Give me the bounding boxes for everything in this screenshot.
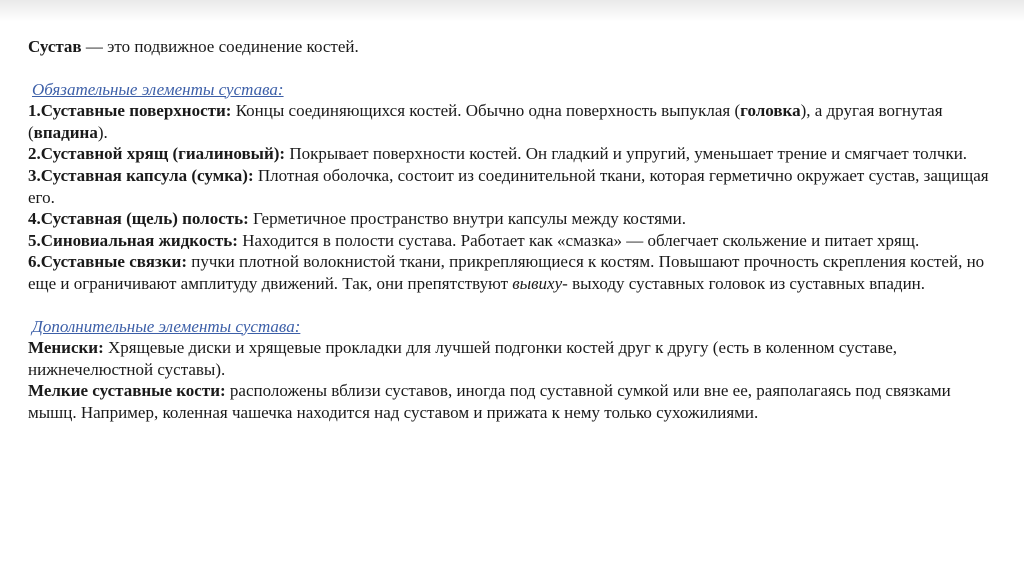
item-term: 6.Суставные связки: <box>28 252 188 272</box>
additional-item-1 <box>28 337 1003 380</box>
item-term: Мелкие суставные кости: <box>28 381 226 401</box>
intro-term: Сустав <box>28 37 82 56</box>
item-term: 5.Синовиальная жидкость: <box>28 230 238 250</box>
required-item-5 <box>28 230 1003 252</box>
item-text: Находится в полости сустава. Работает как «смазка» — облегчает скольжение и питает хрящ. <box>237 230 920 250</box>
item-text: Концы соединяющихся костей. Обычно одна поверхность выпуклая ( <box>231 101 741 121</box>
item-text: - выходу суставных головок из суставных впадин. <box>562 273 926 293</box>
item-text: ), а другая вогнутая ( <box>28 101 943 142</box>
required-item-6 <box>28 251 1003 294</box>
required-item-1 <box>28 100 1003 143</box>
item-term: 3.Суставная капсула (сумка): <box>28 165 254 185</box>
slide-content <box>28 36 1003 424</box>
item-term: Мениски: <box>28 338 104 358</box>
additional-item-2 <box>28 380 1003 423</box>
item-text: пучки плотной волокнистой ткани, прикрепляющиеся к костям. Повышают прочность скрепления костей, но еще и ограничивают амплитуду движений. Так, они препятствуют <box>28 252 985 293</box>
item-text: ). <box>97 122 108 142</box>
intro-paragraph <box>28 36 1003 58</box>
item-italic: вывиху <box>512 273 563 293</box>
item-bold: впадина <box>33 122 98 142</box>
item-bold: головка <box>740 101 801 121</box>
item-text: Покрывает поверхности костей. Он гладкий и упругий, уменьшает трение и смягчает толчки. <box>285 144 968 164</box>
item-text: Хрящевые диски и хрящевые прокладки для лучшей подгонки костей друг к другу (есть в коленном суставе, нижнечелюстной суставы). <box>28 338 898 379</box>
item-term: 1.Суставные поверхности: <box>28 101 232 121</box>
required-item-3 <box>28 165 1003 208</box>
required-elements-heading: Обязательные элементы сустава: <box>32 79 284 99</box>
slide-top-gradient <box>0 0 1024 22</box>
item-term: 2.Суставной хрящ (гиалиновый): <box>28 144 286 164</box>
item-text: Плотная оболочка, состоит из соединительной ткани, которая герметично окружает сустав, защищая его. <box>28 165 989 207</box>
item-term: 4.Суставная (щель) полость: <box>28 209 249 229</box>
additional-elements-heading: Дополнительные элементы сустава: <box>32 316 301 336</box>
intro-definition: — это подвижное соединение костей. <box>81 37 359 56</box>
required-item-2 <box>28 143 1003 165</box>
required-item-4 <box>28 208 1003 230</box>
item-text: расположены вблизи суставов, иногда под суставной сумкой или вне ее, раяполагаясь под связками мышц. Например, коленная чашечка находится над суставом и прижата к нему только сухожилиями. <box>28 381 951 422</box>
item-text: Герметичное пространство внутри капсулы между костями. <box>248 209 687 229</box>
